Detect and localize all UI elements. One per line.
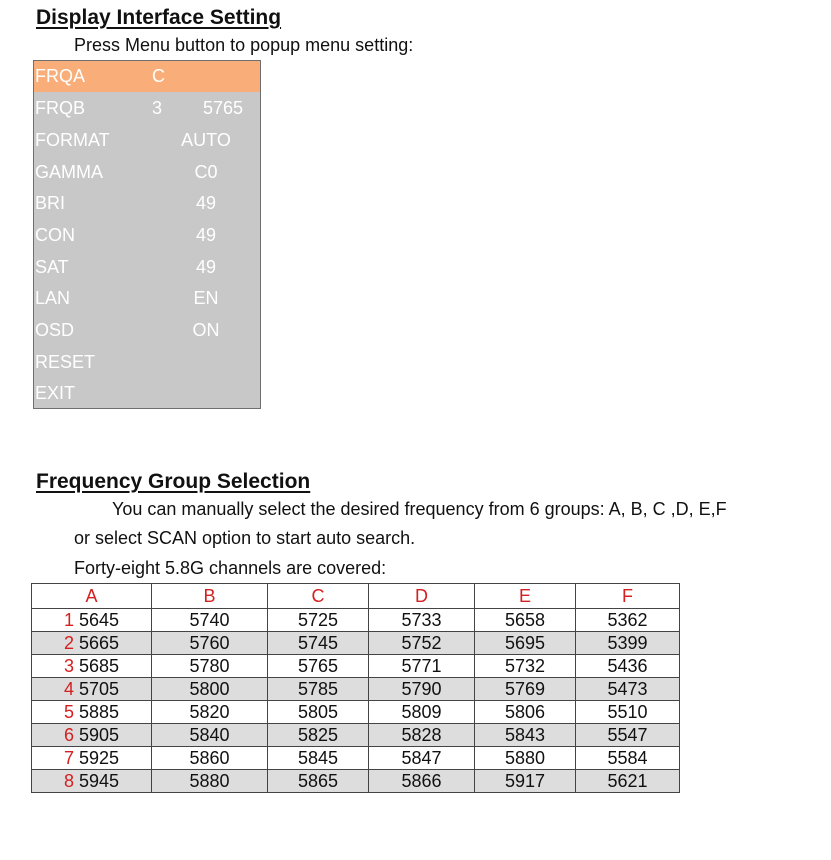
osd-menu xyxy=(33,60,261,409)
table-cell: 5917 xyxy=(475,770,576,793)
column-header: A xyxy=(32,584,152,609)
frequency-text-line2: or select SCAN option to start auto search. xyxy=(74,528,416,548)
column-header: C xyxy=(268,584,369,609)
table-cell: 5845 xyxy=(268,747,369,770)
osd-value: AUTO xyxy=(181,130,231,150)
table-cell: 5790 xyxy=(369,678,475,701)
table-cell: 5806 xyxy=(475,701,576,724)
table-cell: 5725 xyxy=(268,609,369,632)
column-header: E xyxy=(475,584,576,609)
osd-row-sat xyxy=(34,252,260,283)
table-row xyxy=(32,701,680,724)
table-cell: 5760 xyxy=(152,632,268,655)
table-row xyxy=(32,632,680,655)
table-header-row xyxy=(32,584,680,609)
table-cell xyxy=(32,678,152,701)
osd-row-con xyxy=(34,220,260,251)
cell-value: 5945 xyxy=(78,771,120,791)
cell-value: 5705 xyxy=(78,679,120,699)
section-title-frequency: Frequency Group Selection xyxy=(36,470,311,493)
table-cell xyxy=(32,632,152,655)
osd-label: FORMAT xyxy=(35,130,110,150)
table-cell: 5866 xyxy=(369,770,475,793)
table-cell: 5865 xyxy=(268,770,369,793)
table-cell: 5860 xyxy=(152,747,268,770)
table-cell: 5820 xyxy=(152,701,268,724)
cell-value: 5665 xyxy=(78,633,120,653)
osd-row-osd xyxy=(34,315,260,346)
display-intro-text: Press Menu button to popup menu setting: xyxy=(74,35,414,55)
table-cell: 5847 xyxy=(369,747,475,770)
osd-label: CON xyxy=(35,225,75,245)
section-title-display: Display Interface Setting xyxy=(36,6,282,29)
table-cell: 5769 xyxy=(475,678,576,701)
table-row xyxy=(32,678,680,701)
table-cell: 5745 xyxy=(268,632,369,655)
table-cell: 5752 xyxy=(369,632,475,655)
table-cell: 5584 xyxy=(576,747,680,770)
cell-value: 5885 xyxy=(78,702,120,722)
frequency-text-line3: Forty-eight 5.8G channels are covered: xyxy=(74,558,387,578)
table-cell: 5510 xyxy=(576,701,680,724)
table-cell: 5399 xyxy=(576,632,680,655)
table-row xyxy=(32,724,680,747)
table-cell: 5740 xyxy=(152,609,268,632)
table-cell: 5785 xyxy=(268,678,369,701)
osd-value: 5765 xyxy=(203,98,244,118)
table-cell xyxy=(32,724,152,747)
osd-label: RESET xyxy=(35,352,96,372)
channel-number: 8 xyxy=(63,771,74,791)
cell-value: 5685 xyxy=(78,656,120,676)
osd-label: FRQB xyxy=(35,98,86,118)
table-row xyxy=(32,609,680,632)
osd-row-frqa xyxy=(34,61,260,92)
column-header: F xyxy=(576,584,680,609)
osd-label: OSD xyxy=(35,320,75,340)
osd-label: BRI xyxy=(35,193,66,213)
osd-row-lan xyxy=(34,283,260,314)
frequency-table xyxy=(31,583,680,793)
table-cell: 5828 xyxy=(369,724,475,747)
channel-number: 7 xyxy=(63,748,74,768)
table-cell: 5809 xyxy=(369,701,475,724)
osd-row-exit xyxy=(34,378,260,409)
osd-value: ON xyxy=(192,320,220,340)
channel-number: 2 xyxy=(63,633,74,653)
table-cell xyxy=(32,747,152,770)
table-cell: 5621 xyxy=(576,770,680,793)
osd-value: 49 xyxy=(195,225,217,245)
table-cell xyxy=(32,655,152,678)
table-cell: 5771 xyxy=(369,655,475,678)
table-cell: 5547 xyxy=(576,724,680,747)
table-cell xyxy=(32,701,152,724)
osd-label: FRQA xyxy=(35,66,86,86)
table-row xyxy=(32,655,680,678)
osd-row-bri xyxy=(34,188,260,219)
table-cell: 5800 xyxy=(152,678,268,701)
table-row xyxy=(32,747,680,770)
table-cell: 5765 xyxy=(268,655,369,678)
osd-label: LAN xyxy=(35,288,71,308)
osd-row-gamma xyxy=(34,157,260,188)
osd-value: 49 xyxy=(195,257,217,277)
table-cell: 5780 xyxy=(152,655,268,678)
osd-row-format xyxy=(34,125,260,156)
osd-row-reset xyxy=(34,347,260,378)
table-cell xyxy=(32,770,152,793)
table-cell: 5840 xyxy=(152,724,268,747)
cell-value: 5905 xyxy=(78,725,120,745)
channel-number: 6 xyxy=(63,725,74,745)
channel-number: 5 xyxy=(63,702,74,722)
table-cell: 5732 xyxy=(475,655,576,678)
channel-number: 4 xyxy=(63,679,74,699)
column-header: D xyxy=(369,584,475,609)
osd-value: EN xyxy=(193,288,219,308)
table-cell: 5843 xyxy=(475,724,576,747)
table-cell: 5695 xyxy=(475,632,576,655)
table-cell: 5880 xyxy=(152,770,268,793)
osd-value: 49 xyxy=(195,193,217,213)
frequency-text-line1: You can manually select the desired frequency from 6 groups: A, B, C ,D, E,F xyxy=(112,499,727,519)
osd-value: C0 xyxy=(194,162,218,182)
cell-value: 5645 xyxy=(78,610,120,630)
osd-label: GAMMA xyxy=(35,162,104,182)
table-row xyxy=(32,770,680,793)
osd-label: SAT xyxy=(35,257,69,277)
table-cell: 5658 xyxy=(475,609,576,632)
osd-value: C xyxy=(152,66,165,86)
channel-number: 1 xyxy=(63,610,74,630)
osd-label: EXIT xyxy=(35,383,76,403)
table-cell xyxy=(32,609,152,632)
table-cell: 5362 xyxy=(576,609,680,632)
table-cell: 5473 xyxy=(576,678,680,701)
table-cell: 5825 xyxy=(268,724,369,747)
column-header: B xyxy=(152,584,268,609)
table-cell: 5733 xyxy=(369,609,475,632)
channel-number: 3 xyxy=(63,656,74,676)
osd-value: 3 xyxy=(152,98,163,118)
table-cell: 5436 xyxy=(576,655,680,678)
cell-value: 5925 xyxy=(78,748,120,768)
table-cell: 5880 xyxy=(475,747,576,770)
table-cell: 5805 xyxy=(268,701,369,724)
osd-row-frqb xyxy=(34,93,260,124)
